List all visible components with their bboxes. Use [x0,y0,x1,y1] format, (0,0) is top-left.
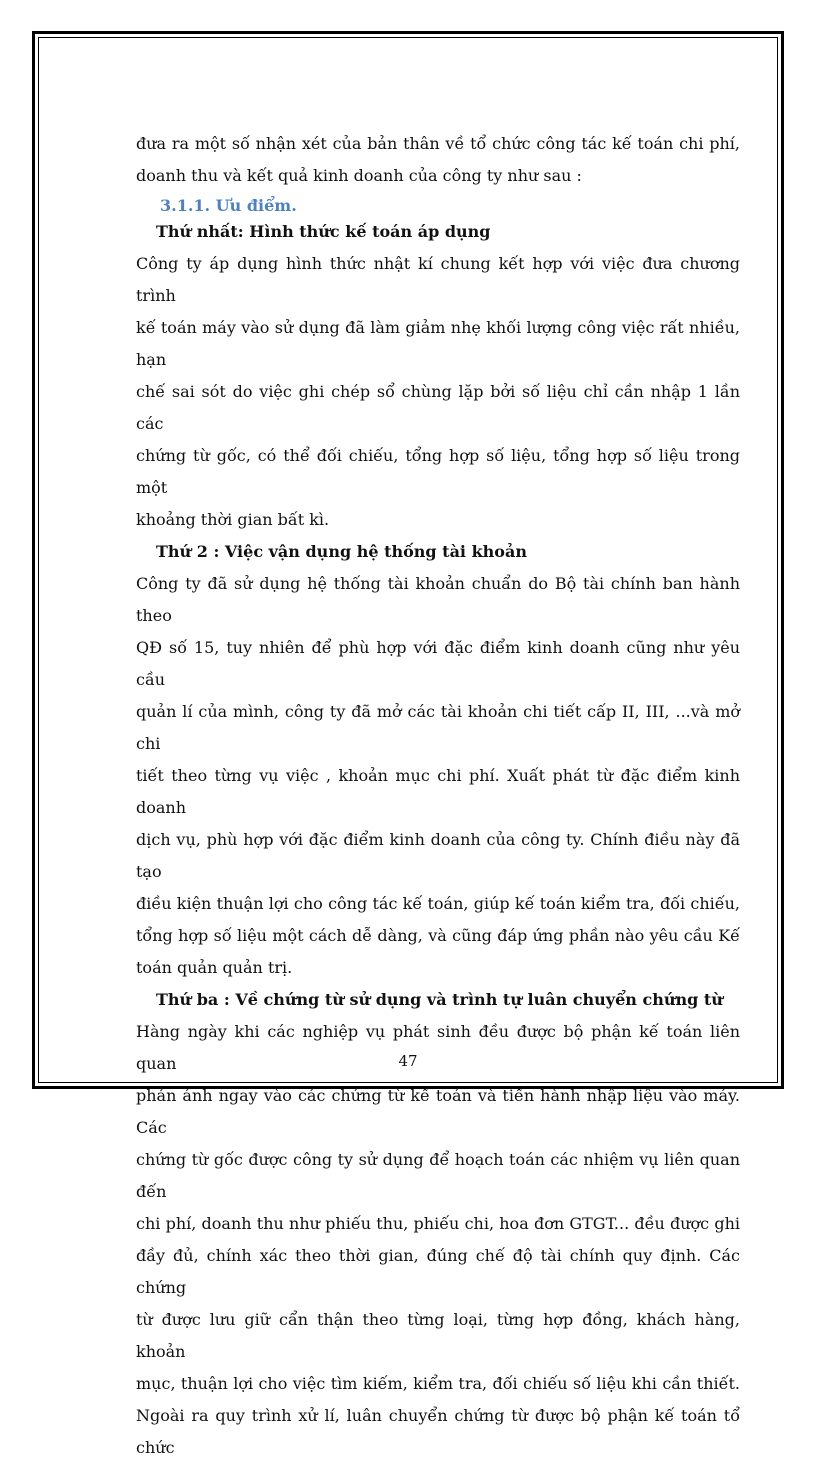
section-heading: 3.1.1. Ưu điểm. [160,196,297,215]
subsection-paragraph-3 [136,1016,740,1464]
document-body [136,128,740,1464]
subsection-heading-3: Thứ ba : Về chứng từ sử dụng và trình tự luân chuyển chứng từ [156,990,723,1009]
paragraph-line: khoảng thời gian bất kì. [136,510,330,529]
paragraph-line: từ được lưu giữ cẩn thận theo từng loại, từng hợp đồng, khách hàng, khoản [136,1310,740,1361]
paragraph-line: Công ty đã sử dụng hệ thống tài khoản chuẩn do Bộ tài chính ban hành theo [136,574,740,625]
paragraph-line: QĐ số 15, tuy nhiên để phù hợp với đặc điểm kinh doanh cũng như yêu cầu [136,638,740,689]
paragraph-line: chứng từ gốc, có thể đối chiếu, tổng hợp số liệu, tổng hợp số liệu trong một [136,446,740,497]
paragraph-line: chứng từ gốc được công ty sử dụng để hoạch toán các nhiệm vụ liên quan đến [136,1150,740,1201]
intro-line: đưa ra một số nhận xét của bản thân về tổ chức công tác kế toán chi phí, [136,134,740,153]
paragraph-line: tiết theo từng vụ việc , khoản mục chi phí. Xuất phát từ đặc điểm kinh doanh [136,766,740,817]
page-number: 47 [398,1052,418,1070]
paragraph-line: điều kiện thuận lợi cho công tác kế toán, giúp kế toán kiểm tra, đối chiếu, [136,894,740,913]
paragraph-line: Ngoài ra quy trình xử lí, luân chuyển chứng từ được bộ phận kế toán tổ chức [136,1406,740,1457]
paragraph-line: Hàng ngày khi các nghiệp vụ phát sinh đều được bộ phận kế toán liên quan [136,1022,740,1073]
intro-line: doanh thu và kết quả kinh doanh của công ty như sau : [136,166,582,185]
paragraph-line: chi phí, doanh thu như phiếu thu, phiếu chi, hoa đơn GTGT... đều được ghi [136,1214,740,1233]
paragraph-line: kế toán máy vào sử dụng đã làm giảm nhẹ khối lượng công việc rất nhiều, hạn [136,318,740,369]
paragraph-line: tổng hợp số liệu một cách dễ dàng, và cũng đáp ứng phần nào yêu cầu Kế [136,926,740,945]
paragraph-line: đầy đủ, chính xác theo thời gian, đúng chế độ tài chính quy định. Các chứng [136,1246,740,1297]
paragraph-line: phản ánh ngay vào các chứng từ kế toán và tiến hành nhập liệu vào máy. Các [136,1086,740,1137]
paragraph-line: quản lí của mình, công ty đã mở các tài khoản chi tiết cấp II, III, ...và mở chi [136,702,740,753]
paragraph-line: chế sai sót do việc ghi chép sổ chùng lặp bởi số liệu chỉ cần nhập 1 lần các [136,382,740,433]
subsection-heading-1: Thứ nhất: Hình thức kế toán áp dụng [156,222,491,241]
paragraph-line: mục, thuận lợi cho việc tìm kiếm, kiểm tra, đối chiếu số liệu khi cần thiết. [136,1374,740,1393]
paragraph-line: toán quản quản trị. [136,958,293,977]
subsection-heading-2: Thứ 2 : Việc vận dụng hệ thống tài khoản [156,542,527,561]
subsection-paragraph-2 [136,568,740,984]
subsection-paragraph-1 [136,248,740,536]
paragraph-line: Công ty áp dụng hình thức nhật kí chung kết hợp với việc đưa chương trình [136,254,740,305]
intro-paragraph [136,128,740,192]
paragraph-line: dịch vụ, phù hợp với đặc điểm kinh doanh của công ty. Chính điều này đã tạo [136,830,740,881]
